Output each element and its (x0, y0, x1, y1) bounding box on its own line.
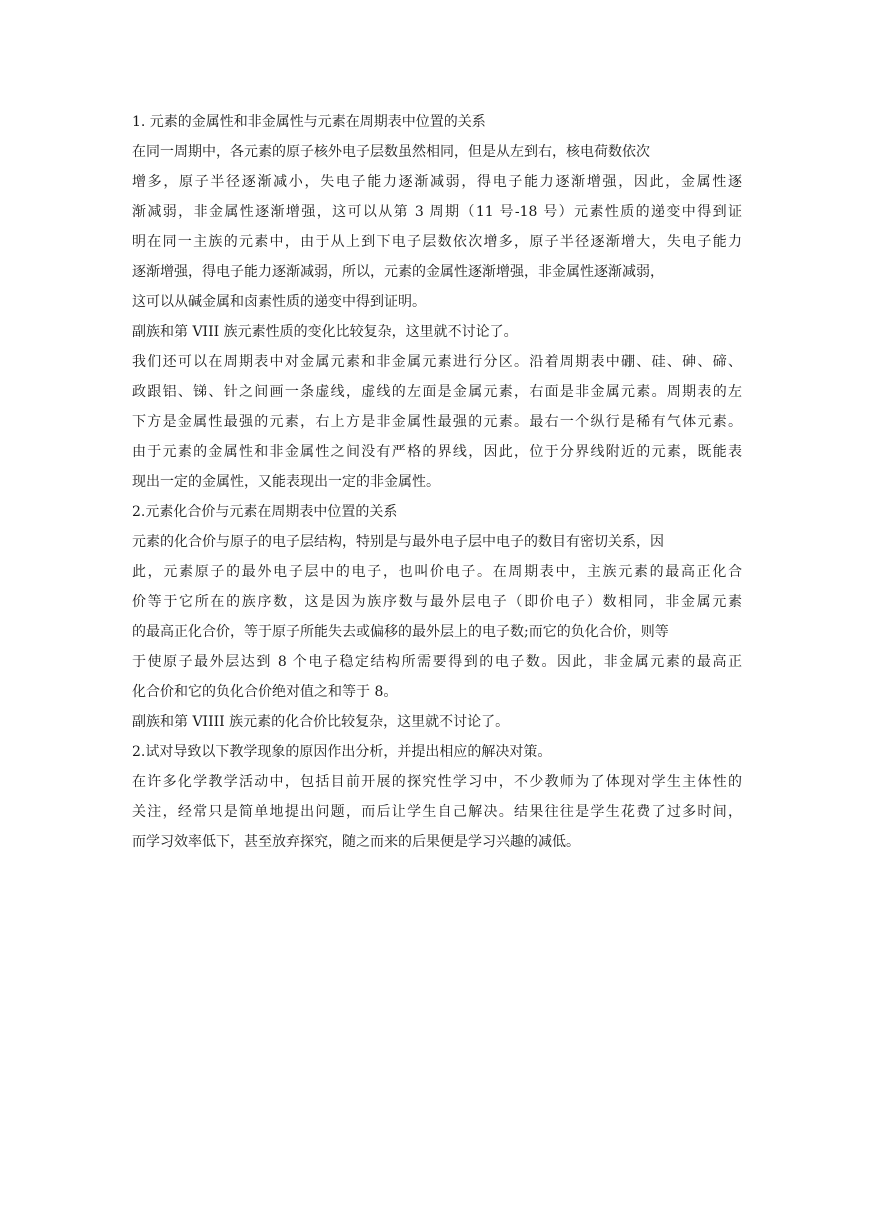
text-line: 在同一周期中，各元素的原子核外电子层数虽然相同，但是从左到右，核电荷数依次 (132, 144, 650, 160)
text-line: 价等于它所在的族序数，这是因为族序数与最外层电子（即价电子）数相同，非金属元素 (132, 594, 742, 610)
text-line: 关注，经常只是简单地提出问题，而后让学生自己解决。结果往往是学生花费了过多时间， (132, 804, 742, 820)
text-line: 下方是金属性最强的元素，右上方是非金属性最强的元素。最右一个纵行是稀有气体元素。 (132, 414, 742, 430)
text-line: 的最高正化合价，等于原子所能失去或偏移的最外层上的电子数;而它的负化合价，则等 (132, 624, 669, 640)
text-line: 现出一定的金属性，又能表现出一定的非金属性。 (132, 474, 440, 490)
text-line: 渐减弱，非金属性逐渐增强，这可以从第 3 周期（11 号-18 号）元素性质的递变中得到证 (132, 204, 742, 220)
text-line: 于使原子最外层达到 8 个电子稳定结构所需要得到的电子数。因此，非金属元素的最高正 (132, 654, 742, 670)
text-line: 而学习效率低下，甚至放弃探究，随之而来的后果便是学习兴趣的减低。 (132, 834, 580, 850)
text-line: 明在同一主族的元素中，由于从上到下电子层数依次增多，原子半径逐渐增大，失电子能力 (132, 234, 742, 250)
text-line: 增多，原子半径逐渐减小，失电子能力逐渐减弱，得电子能力逐渐增强，因此，金属性逐 (132, 174, 742, 190)
text-line: 在许多化学教学活动中，包括目前开展的探究性学习中，不少教师为了体现对学生主体性的 (132, 774, 742, 790)
section-heading-1: 1. 元素的金属性和非金属性与元素在周期表中位置的关系 (132, 114, 486, 130)
section-heading-2: 2.元素化合价与元素在周期表中位置的关系 (132, 504, 398, 520)
text-line: 我们还可以在周期表中对金属元素和非金属元素进行分区。沿着周期表中硼、硅、砷、碲、 (132, 354, 742, 370)
text-line: 副族和第 VIIII 族元素的化合价比较复杂，这里就不讨论了。 (132, 714, 510, 730)
text-line: 这可以从碱金属和卤素性质的递变中得到证明。 (132, 294, 426, 310)
text-line: 元素的化合价与原子的电子层结构，特别是与最外电子层中电子的数目有密切关系，因 (132, 534, 664, 550)
text-line: 副族和第 VIII 族元素性质的变化比较复杂，这里就不讨论了。 (132, 324, 518, 340)
text-line: 此，元素原子的最外电子层中的电子，也叫价电子。在周期表中，主族元素的最高正化合 (132, 564, 742, 580)
text-line: 逐渐增强，得电子能力逐渐减弱，所以，元素的金属性逐渐增强，非金属性逐渐减弱， (132, 264, 664, 280)
text-line: 化合价和它的负化合价绝对值之和等于 8。 (132, 684, 398, 700)
question-heading: 2.试对导致以下教学现象的原因作出分析，并提出相应的解决对策。 (132, 744, 552, 760)
text-line: 政跟铝、锑、针之间画一条虚线，虚线的左面是金属元素，右面是非金属元素。周期表的左 (132, 384, 742, 400)
text-line: 由于元素的金属性和非金属性之间没有严格的界线，因此，位于分界线附近的元素，既能表 (132, 444, 742, 460)
document-body (132, 107, 742, 857)
